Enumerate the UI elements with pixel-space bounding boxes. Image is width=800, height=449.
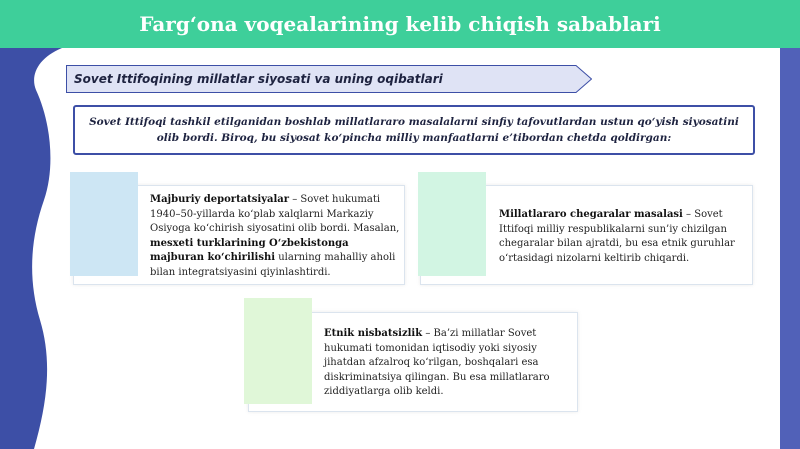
card-deportations-body-end: ularning mahalliy aholi bilan integratsiyasini qiyinlashtirdi.	[150, 252, 396, 278]
page-title: Farg‘ona voqealarining kelib chiqish sabablari	[139, 12, 661, 36]
right-decor-band	[780, 0, 800, 449]
card-borders-heading: Millatlararo chegaralar masalasi	[499, 209, 683, 220]
card-ethnic-imbalance-text	[324, 327, 572, 400]
card-deportations-text	[150, 193, 400, 280]
card-deportations-highlight: mesxeti turklarining O‘zbekistonga majburan ko‘chirilishi	[150, 237, 349, 263]
section-heading: Sovet Ittifoqining millatlar siyosati va uning oqibatlari	[74, 72, 443, 86]
card-borders-text	[499, 208, 749, 266]
card-deportations-swatch	[70, 172, 138, 276]
card-deportations-body: – Sovet hukumati 1940–50-yillarda ko‘plab xalqlarni Markaziy Osiyoga ko‘chirish siyosatini olib bordi. Masalan,	[150, 194, 400, 234]
card-borders-swatch	[418, 172, 486, 276]
card-borders-body: – Sovet Ittifoqi milliy respublikalarni sun’iy chizilgan chegaralar bilan ajratdi, bu esa etnik guruhlar o‘rtasidagi nizolarni keltirib chiqardi.	[499, 209, 735, 264]
card-ethnic-imbalance-swatch	[244, 298, 312, 404]
intro-box	[73, 105, 755, 155]
left-decor-wave	[0, 0, 62, 449]
card-ethnic-imbalance-body: – Ba’zi millatlar Sovet hukumati tomonidan iqtisodiy yoki siyosiy jihatdan afzalroq ko‘rilgan, boshqalari esa diskriminatsiya qilingan. Bu esa millatlararo ziddiyatlarga olib keldi.	[324, 328, 550, 397]
title-bar	[0, 0, 800, 48]
card-deportations-heading: Majburiy deportatsiyalar	[150, 194, 290, 205]
section-banner	[66, 65, 592, 93]
card-ethnic-imbalance-heading: Etnik nisbatsizlik	[324, 328, 423, 339]
intro-text: Sovet Ittifoqi tashkil etilganidan boshlab millatlararo masalalarni sinfiy tafovutlardan ustun qo‘yish siyosatini olib bordi. Biroq, bu siyosat ko‘pincha milliy manfaatlarni e’tibordan chetda qoldirgan:	[89, 116, 739, 144]
